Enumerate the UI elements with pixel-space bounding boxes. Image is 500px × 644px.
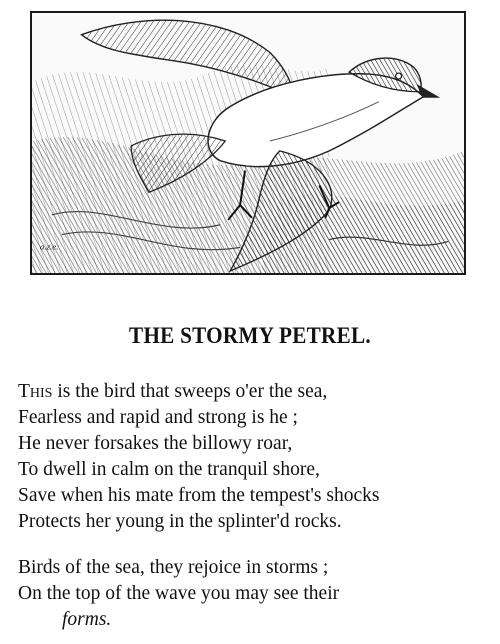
poem-line: On the top of the wave you may see their (18, 583, 340, 604)
poem-line: Birds of the sea, they rejoice in storms ; (18, 557, 329, 578)
first-word: This (18, 381, 53, 402)
petrel-illustration (30, 11, 466, 275)
poem-line-continued: forms. (62, 609, 112, 630)
stanza (18, 555, 496, 633)
poem-line: To dwell in calm on the tranquil shore, (18, 459, 320, 480)
poem-body (18, 379, 496, 633)
poem-line: He never forsakes the billowy roar, (18, 433, 293, 454)
poem-line: Fearless and rapid and strong is he ; (18, 407, 298, 428)
line-text: is the bird that sweeps o'er the sea, (52, 381, 328, 402)
poem-line: Protects her young in the splinter'd rocks. (18, 511, 342, 532)
engraving-art (32, 13, 464, 273)
stanza-spacer (18, 535, 496, 555)
poem-line: Save when his mate from the tempest's shocks (18, 485, 380, 506)
stanza (18, 379, 496, 535)
artist-signature: a.z.e. (39, 241, 59, 252)
poem-line (18, 379, 496, 405)
bird-eye (396, 73, 402, 79)
poem-title: THE STORMY PETREL. (129, 323, 371, 348)
